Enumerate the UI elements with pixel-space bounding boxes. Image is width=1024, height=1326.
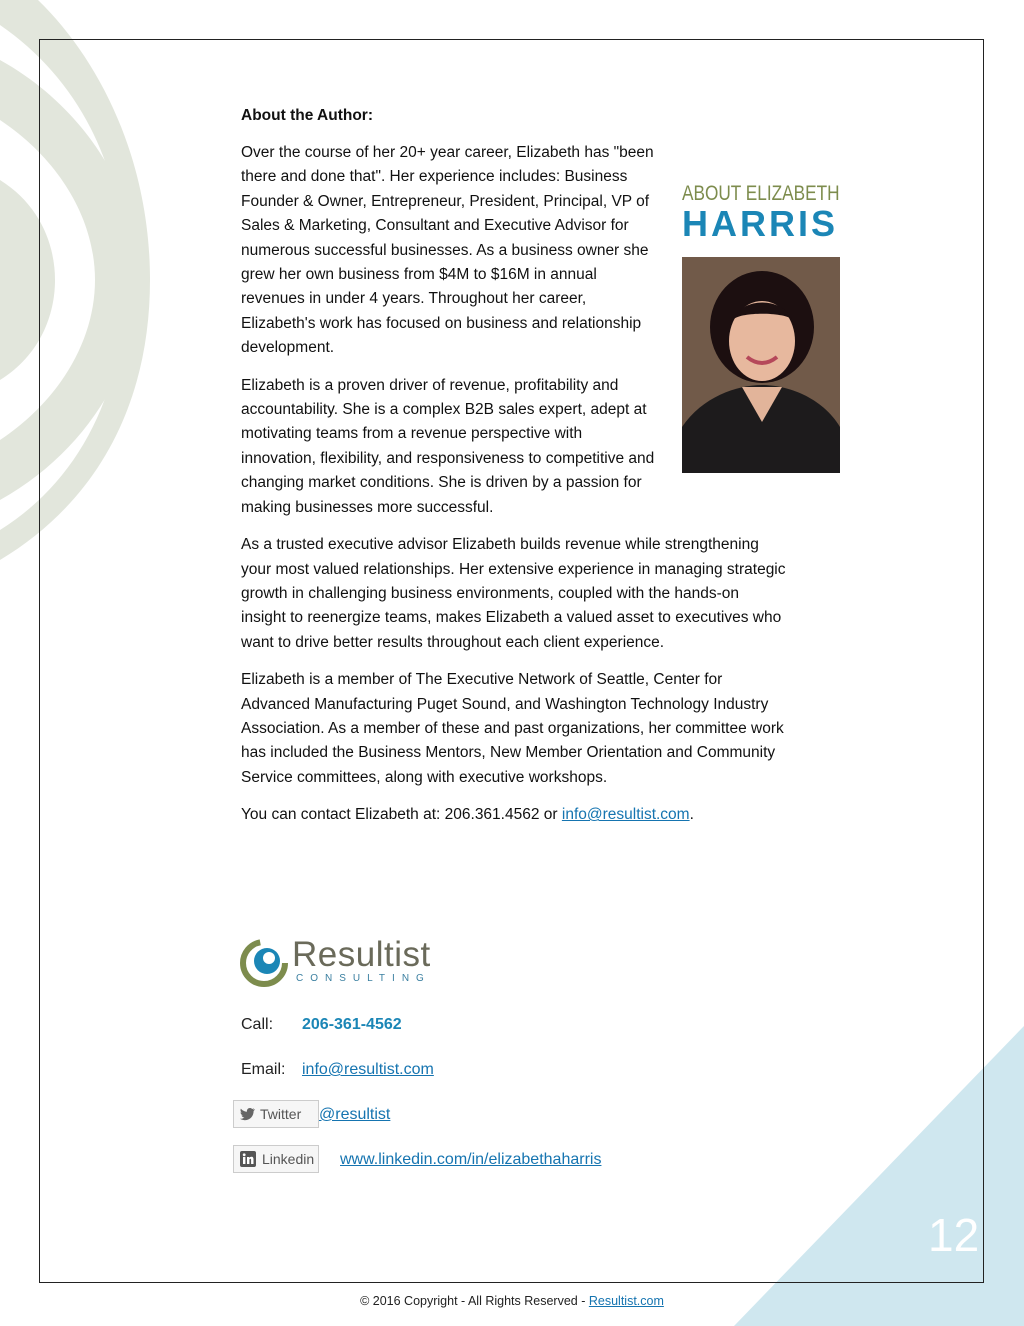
- email-label: Email:: [241, 1061, 286, 1078]
- linkedin-icon: [240, 1151, 256, 1167]
- contact-suffix: .: [689, 806, 694, 824]
- twitter-badge-label: Twitter: [260, 1106, 302, 1122]
- linkedin-badge[interactable]: [233, 1145, 319, 1173]
- portrait-image: [682, 257, 840, 473]
- page-number: 12: [928, 1209, 980, 1261]
- section-heading: About the Author:: [241, 107, 373, 124]
- paragraph-3: As a trusted executive advisor Elizabeth builds revenue while strengthening your most valued relationships. Her extensive experience in managing strategic growth in challenging business environments, coupled with the hands-on insight to reenergize teams, makes Elizabeth a valued asset to executives who want to drive better results throughout each client experience.: [241, 536, 786, 651]
- call-label: Call:: [241, 1016, 274, 1033]
- author-photo-card: [682, 141, 842, 473]
- about-author-section: [241, 104, 840, 841]
- twitter-bird-icon: [240, 1107, 256, 1121]
- author-photo: [682, 257, 840, 473]
- footer-link[interactable]: Resultist.com: [588, 1294, 664, 1308]
- logo-swirl-icon: [240, 939, 290, 989]
- linkedin-url-link[interactable]: www.linkedin.com/in/elizabethaharris: [340, 1151, 602, 1168]
- resultist-logo: [240, 935, 450, 990]
- contact-line: [241, 803, 786, 827]
- paragraph-4: Elizabeth is a member of The Executive Network of Seattle, Center for Advanced Manufacturing Puget Sound, and Washington Technology Industry Association. As a member of these and past organizations, her committee work has included the Business Mentors, New Member Orientation and Community Service committees, along with executive workshops.: [241, 671, 784, 786]
- twitter-handle-link[interactable]: @resultist: [319, 1106, 391, 1123]
- contact-prefix: You can contact Elizabeth at: 206.361.4562 or: [241, 806, 562, 824]
- linkedin-badge-label: Linkedin: [262, 1151, 315, 1167]
- footer: [0, 1294, 1024, 1308]
- logo-wordmark: Resultist: [292, 935, 431, 974]
- contact-email-link[interactable]: info@resultist.com: [561, 806, 690, 824]
- logo-tagline: CONSULTING: [296, 973, 431, 984]
- footer-copyright: © 2016 Copyright - All Rights Reserved -: [360, 1294, 589, 1308]
- photo-label-line2: HARRIS: [682, 203, 839, 244]
- paragraph-1: Over the course of her 20+ year career, Elizabeth has "been there and done that". Her experience includes: Business Founder & Owner, Entrepreneur, President, Principal, VP of Sales & Marketing, Consultant and Executive Advisor for numerous successful businesses. As a business owner she grew her own business from $4M to $16M in annual revenues in under 4 years. Throughout her career, Elizabeth's work has focused on business and relationship development.: [241, 144, 654, 357]
- call-value: 206-361-4562: [302, 1016, 402, 1033]
- twitter-badge[interactable]: [233, 1100, 319, 1128]
- paragraph-2: Elizabeth is a proven driver of revenue, profitability and accountability. She is a complex B2B sales expert, adept at motivating teams from a revenue perspective with innovation, flexibility, and responsiveness to competitive and changing market conditions. She is driven by a passion for making businesses more successful.: [241, 376, 655, 516]
- email-link[interactable]: info@resultist.com: [302, 1061, 434, 1078]
- photo-label-line1: ABOUT ELIZABETH: [682, 182, 840, 205]
